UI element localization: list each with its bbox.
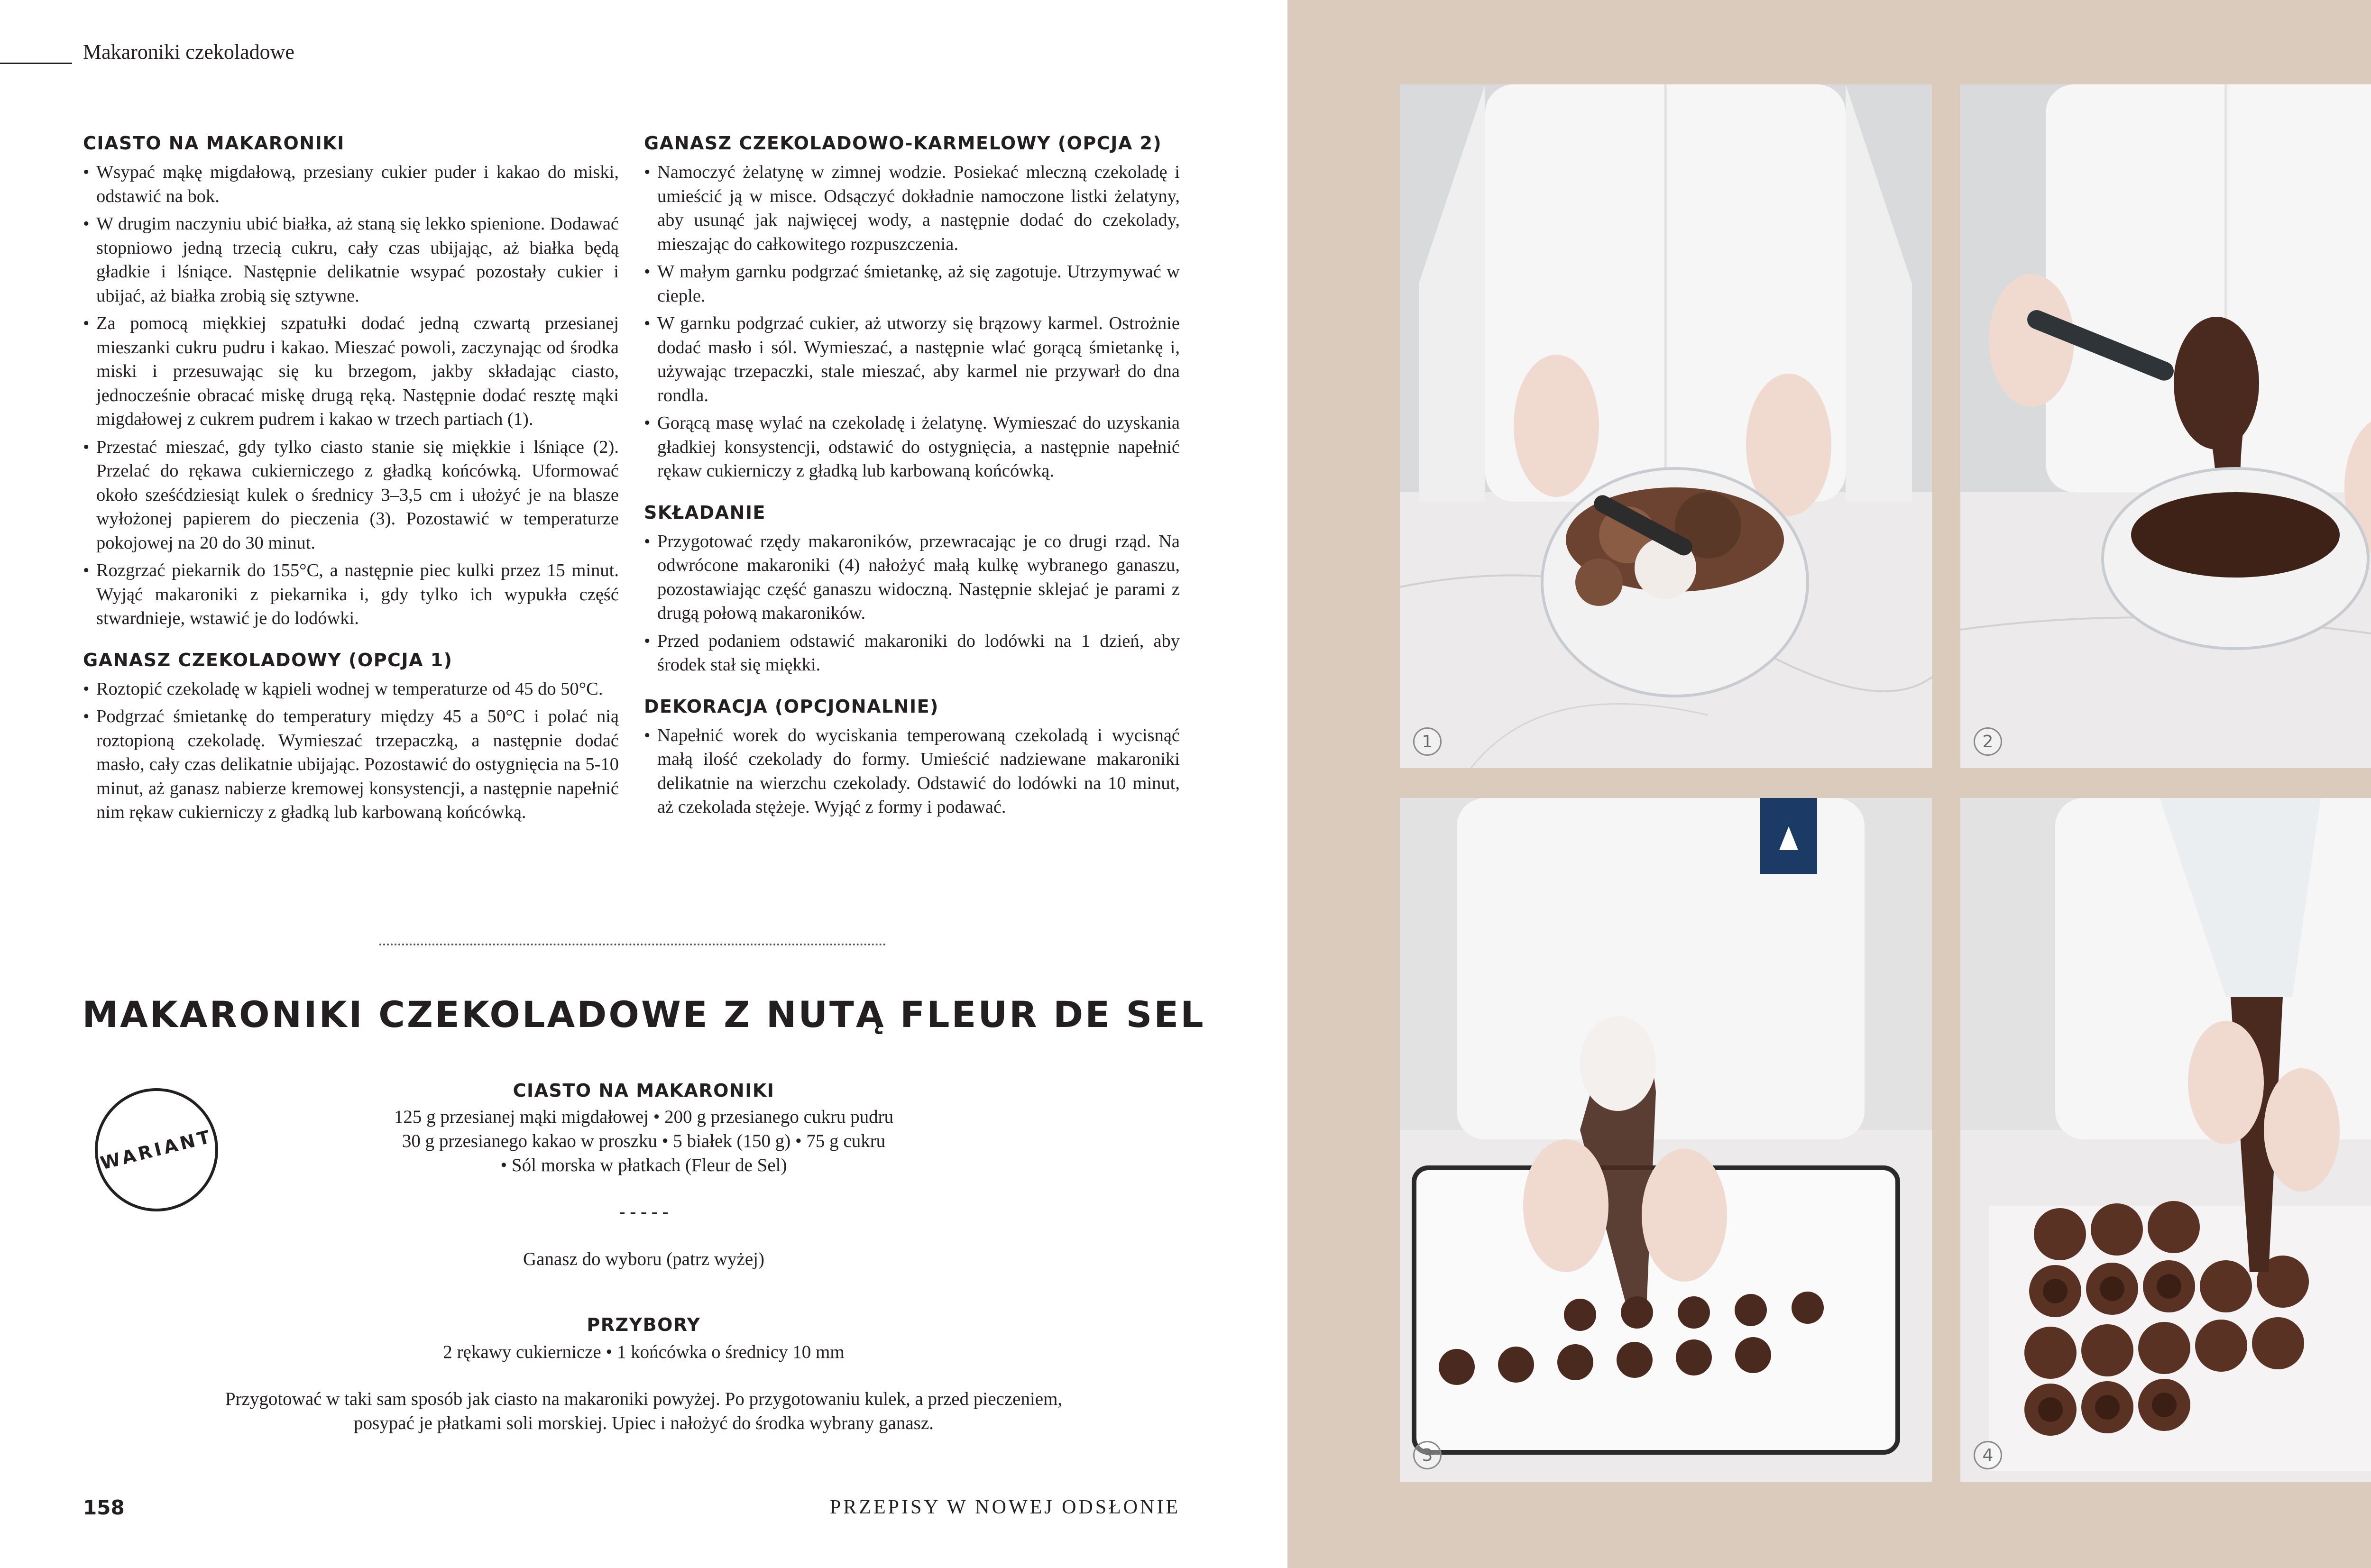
ingredient-line: • Sól morska w płatkach (Fleur de Sel) xyxy=(500,1155,787,1175)
step-item: • W małym garnku podgrzać śmietankę, aż się zagotuje. Utrzymywać w cieple. xyxy=(644,260,1180,308)
variant-badge-label: WARIANT xyxy=(98,1126,215,1174)
step-item: • Roztopić czekoladę w kąpieli wodnej w temperaturze od 45 do 50°C. xyxy=(83,677,619,701)
photo-number: 4 xyxy=(1974,1441,2002,1469)
book-section-title: PRZEPISY W NOWEJ ODSŁONIE xyxy=(830,1496,1181,1518)
ingredient-line: 30 g przesianego kakao w proszku • 5 białek (150 g) • 75 g cukru xyxy=(402,1131,886,1151)
dotted-divider xyxy=(379,944,886,945)
photo-number: 3 xyxy=(1413,1441,1442,1469)
step-item: • Rozgrzać piekarnik do 155°C, a następnie piec kulki przez 15 minut. Wyjąć makaroniki z piekarnika i, gdy tylko ich wypukła część stwardnieje, wstawić je do lodówki. xyxy=(83,559,619,631)
step-item: • Napełnić worek do wyciskania temperowaną czekoladą i wycisnąć małą ilość czekolady do formy. Umieścić nadziewane makaroniki delikatnie na wierzchu czekolady. Odstawić do lodówki na 10 minut, aż czekolada stężeje. Wyjąć z formy i podawać. xyxy=(644,724,1180,819)
column-left xyxy=(83,133,619,828)
step-item: • Przestać mieszać, gdy tylko ciasto stanie się miękkie i lśniące (2). Przelać do rękawa cukierniczego z gładką końcówką. Uformować około sześćdziesiąt kulek o średnicy 3–3,5 cm i ułożyć je na blasze wyłożonej papierem do pieczenia (3). Pozostawić w temperaturze pokojowej na 20 do 30 minut. xyxy=(83,435,619,555)
batter-spatula-photo xyxy=(1960,84,2371,768)
variant-ciasto-heading: CIASTO NA MAKARONIKI xyxy=(513,1080,775,1101)
ganasz-note: Ganasz do wyboru (patrz wyżej) xyxy=(523,1249,764,1269)
running-title: Makaroniki czekoladowe xyxy=(83,40,294,64)
right-page xyxy=(1287,0,2371,1568)
steps-list xyxy=(644,724,1180,819)
instruction-line: Przygotować w taki sam sposób jak ciasto na makaroniki powyżej. Po przygotowaniu kulek, a przed pieczeniem, xyxy=(225,1389,1063,1409)
przybory-text: 2 rękawy cukiernicze • 1 końcówka o średnicy 10 mm xyxy=(443,1342,845,1362)
steps-list xyxy=(644,530,1180,677)
piping-tray-photo xyxy=(1400,798,1932,1482)
section-heading: GANASZ CZEKOLADOWO-KARMELOWY (OPCJA 2) xyxy=(644,133,1162,154)
step-item: • Przygotować rzędy makaroników, przewracając je co drugi rząd. Na odwrócone makaroniki (4) nałożyć małą kulkę wybranego ganaszu, pozostawiając część ganaszu widoczną. Następnie sklejać je parami z drugą połową makaroników. xyxy=(644,530,1180,625)
step-item: • W drugim naczyniu ubić białka, aż staną się lekko spienione. Dodawać stopniowo jedną trzecią cukru, cały czas ubijając, aż białka będą gładkie i lśniące. Następnie delikatnie wsypać pozostały cukier i ubijać, aż białka zrobią się sztywne. xyxy=(83,212,619,308)
section-heading: CIASTO NA MAKARONIKI xyxy=(83,133,345,154)
filling-macarons-photo xyxy=(1960,798,2371,1482)
page-number: 158 xyxy=(83,1496,125,1519)
variant-ingredients xyxy=(0,1105,1287,1177)
ingredient-line: 125 g przesianej mąki migdałowej • 200 g przesianego cukru pudru xyxy=(394,1107,894,1127)
step-item: • Przed podaniem odstawić makaroniki do lodówki na 1 dzień, aby środek stał się miękki. xyxy=(644,629,1180,677)
instruction-line: posypać je płatkami soli morskiej. Upiec i nałożyć do środka wybrany ganasz. xyxy=(354,1413,934,1433)
step-item: • W garnku podgrzać cukier, aż utworzy się brązowy karmel. Ostrożnie dodać masło i sól. Wymieszać, a następnie wlać gorącą śmietankę i, używając trzepaczki, stale mieszać, aby karmel nie przywarł do dna rondla. xyxy=(644,312,1180,407)
mixing-bowl-photo xyxy=(1400,84,1932,768)
section-heading: SKŁADANIE xyxy=(644,502,766,523)
section-heading: DEKORACJA (OPCJONALNIE) xyxy=(644,696,939,717)
steps-list xyxy=(83,677,619,825)
step-item: • Za pomocą miękkiej szpatułki dodać jedną czwartą przesianej mieszanki cukru pudru i kakao. Mieszać powoli, zaczynając od środka miski i przesuwając się ku brzegom, jakby składając ciasto, jednocześnie obracać miskę drugą ręką. Następnie dodać resztę mąki migdałowej z cukrem pudrem i kakao w trzech partiach (1). xyxy=(83,312,619,431)
steps-list xyxy=(644,160,1180,483)
step-item: • Wsypać mąkę migdałową, przesiany cukier puder i kakao do miski, odstawić na bok. xyxy=(83,160,619,208)
header-rule xyxy=(0,63,72,64)
przybory-heading: PRZYBORY xyxy=(587,1314,701,1335)
separator: - - - - - xyxy=(619,1201,669,1222)
steps-list xyxy=(83,160,619,631)
step-item: • Podgrzać śmietankę do temperatury między 45 a 50°C i polać nią roztopioną czekoladę. Wymieszać trzepaczką, a następnie dodać masło, cały czas delikatnie ubijając. Pozostawić do ostygnięcia na 5-10 minut, aż ganasz nabierze kremowej konsystencji, a następnie napełnić nim rękaw cukierniczy z gładką lub karbowaną końcówką. xyxy=(83,705,619,825)
photo-number: 1 xyxy=(1413,727,1442,756)
photo-number: 2 xyxy=(1974,727,2002,756)
variant-instructions xyxy=(0,1387,1287,1435)
step-item: • Namoczyć żelatynę w zimnej wodzie. Posiekać mleczną czekoladę i umieścić ją w misce. Odsączyć dokładnie namoczone listki żelatyny, aby usunąć jak najwięcej wody, a następnie dodać do czekolady, mieszając do całkowitego rozpuszczenia. xyxy=(644,160,1180,256)
section-heading: GANASZ CZEKOLADOWY (OPCJA 1) xyxy=(83,649,453,670)
step-item: • Gorącą masę wylać na czekoladę i żelatynę. Wymieszać do uzyskania gładkiej konsystencji, odstawić do ostygnięcia, a następnie napełnić rękaw cukierniczy z gładką lub karbowaną końcówką. xyxy=(644,411,1180,483)
variant-title: MAKARONIKI CZEKOLADOWE Z NUTĄ FLEUR DE SEL xyxy=(82,993,1205,1036)
column-right xyxy=(644,133,1180,823)
